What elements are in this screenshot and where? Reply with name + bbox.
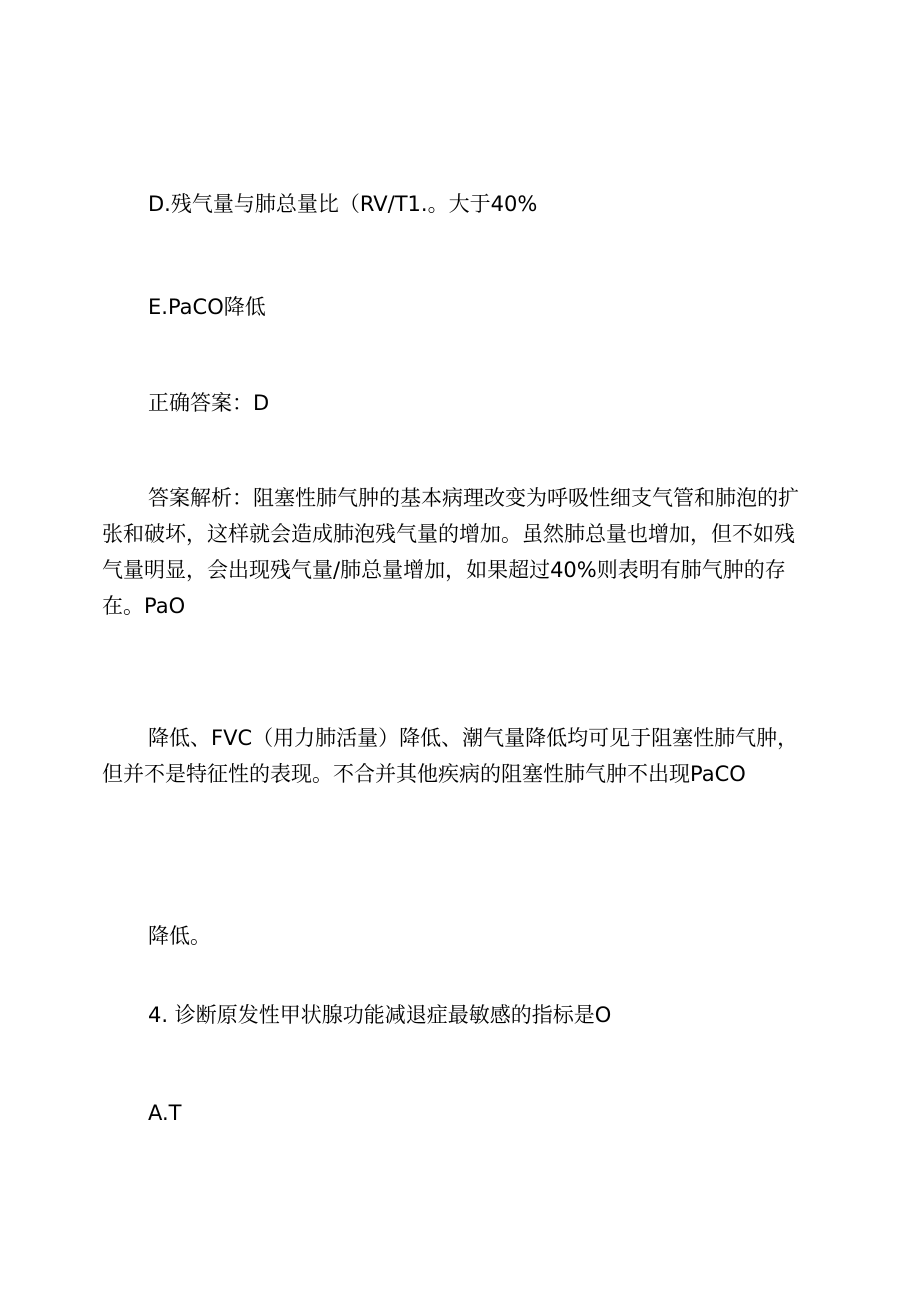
answer-analysis-paragraph-3: 降低。	[148, 924, 211, 948]
question-4: 4. 诊断原发性甲状腺功能减退症最敏感的指标是O	[148, 1003, 612, 1027]
correct-answer: 正确答案：D	[148, 391, 270, 415]
answer-analysis-paragraph-2: 降低、FVC（用力肺活量）降低、潮气量降低均可见于阻塞性肺气肿，但并不是特征性的表现。不合并其他疾病的阻塞性肺气肿不出现PaCO	[102, 726, 799, 786]
option-a: A.T	[148, 1101, 182, 1125]
answer-analysis-paragraph-1: 答案解析：阻塞性肺气肿的基本病理改变为呼吸性细支气管和肺泡的扩张和破坏，这样就会造成肺泡残气量的增加。虽然肺总量也增加，但不如残气量明显，会出现残气量/肺总量增加，如果超过40%则表明有肺气肿的存在。PaO	[102, 486, 799, 618]
option-d: D.残气量与肺总量比（RV/T1.。大于40%	[148, 192, 538, 216]
option-e: E.PaCO降低	[148, 295, 266, 319]
